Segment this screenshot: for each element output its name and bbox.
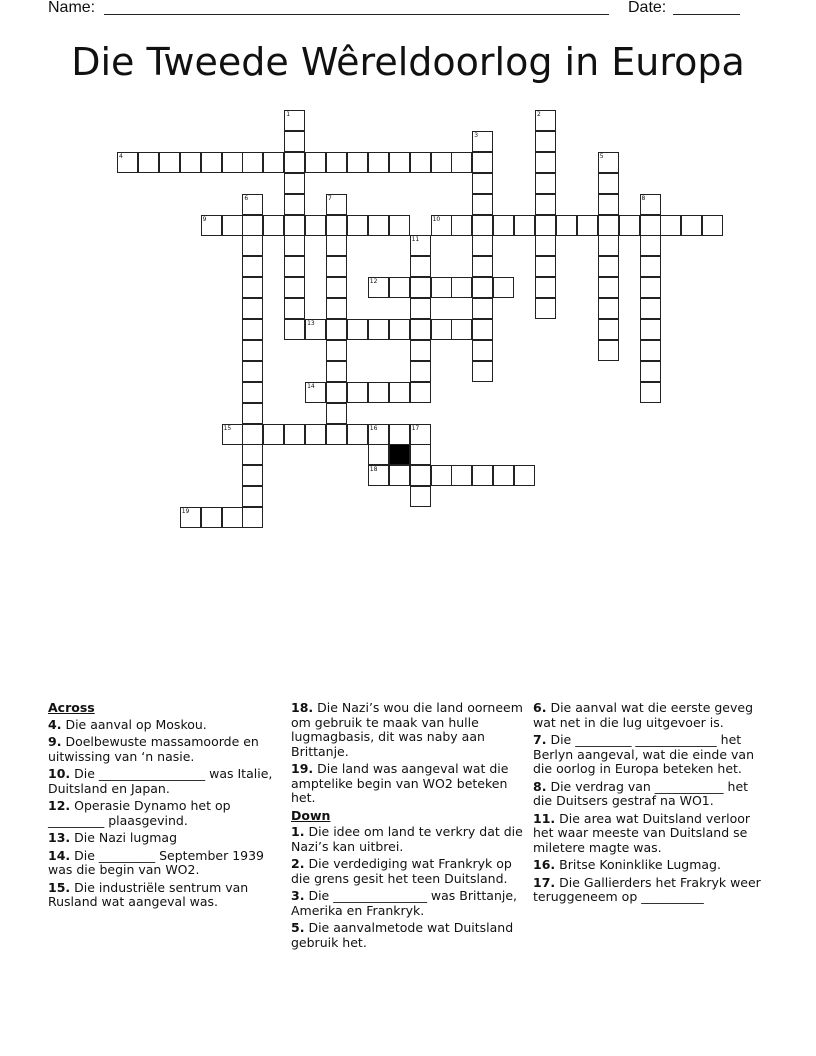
grid-cell[interactable] [410, 340, 431, 361]
grid-cell[interactable] [242, 465, 263, 486]
grid-cell[interactable] [242, 486, 263, 507]
grid-cell[interactable] [284, 110, 305, 131]
grid-cell[interactable] [431, 277, 452, 298]
grid-cell[interactable] [472, 235, 493, 256]
clue-across-10: 10. Die _________________ was Italie, Duitsland en Japan. [48, 766, 273, 796]
grid-cell[interactable] [347, 382, 368, 403]
grid-cell[interactable] [305, 382, 326, 403]
grid-cell[interactable] [640, 382, 661, 403]
grid-cell[interactable] [242, 403, 263, 424]
grid-cell[interactable] [326, 277, 347, 298]
grid-cell[interactable] [472, 298, 493, 319]
clue-number: 8 [641, 194, 646, 202]
clue-number: 12 [369, 278, 378, 286]
clue-down-5: 5. Die aanvalmetode wat Duitsland gebruik het. [291, 920, 514, 950]
grid-cell[interactable] [410, 424, 431, 445]
grid-cell[interactable] [493, 215, 514, 236]
grid-cell[interactable] [640, 298, 661, 319]
grid-cell[interactable] [368, 424, 389, 445]
grid-cell[interactable] [242, 235, 263, 256]
grid-cell[interactable] [410, 152, 431, 173]
grid-cell[interactable] [431, 215, 452, 236]
grid-cell[interactable] [242, 256, 263, 277]
grid-cell[interactable] [598, 319, 619, 340]
grid-cell[interactable] [535, 215, 556, 236]
grid-cell[interactable] [368, 152, 389, 173]
grid-cell[interactable] [598, 298, 619, 319]
clue-down-6: 6. Die aanval wat die eerste geveg wat net in die lug uitgevoer is. [533, 700, 754, 730]
grid-cell[interactable] [640, 215, 661, 236]
page-title: Die Tweede Wêreldoorlog in Europa [71, 40, 745, 84]
grid-cell[interactable] [535, 110, 556, 131]
grid-cell[interactable] [640, 340, 661, 361]
blocked-cell [389, 444, 410, 465]
grid-cell[interactable] [368, 277, 389, 298]
grid-cell[interactable] [598, 340, 619, 361]
grid-cell[interactable] [263, 215, 284, 236]
grid-cell[interactable] [389, 215, 410, 236]
grid-cell[interactable] [472, 340, 493, 361]
clue-number: 4 [119, 152, 123, 160]
grid-cell[interactable] [305, 152, 326, 173]
grid-cell[interactable] [598, 256, 619, 277]
clue-number: 15 [223, 424, 232, 432]
grid-cell[interactable] [472, 131, 493, 152]
grid-cell[interactable] [640, 194, 661, 215]
down-heading: Down [291, 807, 331, 823]
grid-cell[interactable] [577, 215, 598, 236]
grid-cell[interactable] [326, 340, 347, 361]
grid-cell[interactable] [305, 424, 326, 445]
clues-column-3 [533, 701, 763, 908]
clue-down-2: 2. Die verdediging wat Frankryk op die grens gesit het teen Duitsland. [291, 856, 512, 886]
grid-cell[interactable] [201, 215, 222, 236]
grid-cell[interactable] [242, 340, 263, 361]
grid-cell[interactable] [681, 215, 702, 236]
grid-cell[interactable] [242, 319, 263, 340]
grid-cell[interactable] [284, 277, 305, 298]
grid-cell[interactable] [410, 235, 431, 256]
grid-cell[interactable] [451, 277, 472, 298]
grid-cell[interactable] [180, 507, 201, 528]
grid-cell[interactable] [326, 256, 347, 277]
grid-cell[interactable] [535, 152, 556, 173]
grid-cell[interactable] [640, 361, 661, 382]
grid-cell[interactable] [326, 235, 347, 256]
grid-cell[interactable] [180, 152, 201, 173]
grid-cell[interactable] [326, 298, 347, 319]
grid-cell[interactable] [640, 256, 661, 277]
clue-across-14: 14. Die _________ September 1939 was die begin van WO2. [48, 847, 265, 877]
grid-cell[interactable] [284, 256, 305, 277]
grid-cell[interactable] [472, 361, 493, 382]
clues-column-1 [48, 701, 273, 913]
grid-cell[interactable] [493, 465, 514, 486]
grid-cell[interactable] [326, 152, 347, 173]
grid-cell[interactable] [451, 152, 472, 173]
grid-cell[interactable] [326, 194, 347, 215]
grid-cell[interactable] [535, 235, 556, 256]
grid-cell[interactable] [284, 173, 305, 194]
grid-cell[interactable] [326, 319, 347, 340]
grid-cell[interactable] [451, 319, 472, 340]
grid-cell[interactable] [305, 215, 326, 236]
grid-cell[interactable] [493, 277, 514, 298]
grid-cell[interactable] [535, 194, 556, 215]
grid-cell[interactable] [368, 444, 389, 465]
grid-cell[interactable] [598, 152, 619, 173]
grid-cell[interactable] [640, 319, 661, 340]
grid-cell[interactable] [640, 277, 661, 298]
grid-cell[interactable] [201, 507, 222, 528]
grid-cell[interactable] [431, 465, 452, 486]
clue-across-9: 9. Doelbewuste massamoorde en uitwissing van ‘n nasie. [48, 734, 259, 764]
grid-cell[interactable] [326, 424, 347, 445]
grid-cell[interactable] [514, 465, 535, 486]
clue-down-3: 3. Die _______________ was Brittanje, Amerika en Frankryk. [291, 888, 518, 918]
grid-cell[interactable] [242, 444, 263, 465]
grid-cell[interactable] [222, 507, 243, 528]
clue-number: 18 [369, 466, 378, 474]
grid-cell[interactable] [242, 194, 263, 215]
grid-cell[interactable] [222, 424, 243, 445]
grid-cell[interactable] [410, 277, 431, 298]
grid-cell[interactable] [535, 131, 556, 152]
grid-cell[interactable] [598, 173, 619, 194]
clue-number: 17 [411, 424, 420, 432]
grid-cell[interactable] [242, 298, 263, 319]
grid-cell[interactable] [222, 152, 243, 173]
grid-cell[interactable] [410, 256, 431, 277]
grid-cell[interactable] [222, 215, 243, 236]
grid-cell[interactable] [347, 152, 368, 173]
clue-across-4: 4. Die aanval op Moskou. [48, 716, 207, 732]
grid-cell[interactable] [389, 382, 410, 403]
grid-cell[interactable] [284, 131, 305, 152]
grid-cell[interactable] [598, 215, 619, 236]
grid-cell[interactable] [410, 319, 431, 340]
grid-cell[interactable] [472, 277, 493, 298]
grid-cell[interactable] [598, 235, 619, 256]
grid-cell[interactable] [284, 215, 305, 236]
clue-number: 14 [307, 382, 315, 390]
grid-cell[interactable] [368, 319, 389, 340]
grid-cell[interactable] [242, 152, 263, 173]
grid-cell[interactable] [347, 319, 368, 340]
grid-cell[interactable] [242, 277, 263, 298]
grid-cell[interactable] [201, 152, 222, 173]
grid-cell[interactable] [451, 215, 472, 236]
grid-cell[interactable] [431, 319, 452, 340]
grid-cell[interactable] [410, 486, 431, 507]
grid-cell[interactable] [472, 152, 493, 173]
grid-cell[interactable] [431, 152, 452, 173]
grid-cell[interactable] [347, 424, 368, 445]
clue-down-7: 7. Die _________ _____________ het Berlyn aangeval, wat die einde van die oorlog in Europa beteken het. [533, 732, 755, 776]
grid-cell[interactable] [284, 298, 305, 319]
clue-across-12: 12. Operasie Dynamo het op _________ plaasgevind. [48, 798, 231, 828]
clue-number: 3 [474, 131, 479, 139]
grid-cell[interactable] [535, 298, 556, 319]
clue-across-19: 19. Die land was aangeval wat die amptelike begin van WO2 beteken het. [291, 761, 509, 805]
grid-cell[interactable] [389, 424, 410, 445]
grid-cell[interactable] [159, 152, 180, 173]
grid-cell[interactable] [284, 424, 305, 445]
grid-cell[interactable] [263, 424, 284, 445]
grid-cell[interactable] [556, 215, 577, 236]
grid-cell[interactable] [389, 277, 410, 298]
clue-down-1: 1. Die idee om land te verkry dat die Nazi’s kan uitbrei. [291, 824, 523, 854]
clue-across-13: 13. Die Nazi lugmag [48, 830, 178, 845]
grid-cell[interactable] [410, 361, 431, 382]
grid-cell[interactable] [242, 361, 263, 382]
grid-cell[interactable] [117, 152, 138, 173]
grid-cell[interactable] [263, 152, 284, 173]
grid-cell[interactable] [472, 194, 493, 215]
clue-number: 13 [307, 320, 315, 327]
date-label: Date: [628, 0, 667, 16]
grid-cell[interactable] [598, 194, 619, 215]
grid-cell[interactable] [640, 235, 661, 256]
clue-number: 7 [328, 194, 332, 202]
grid-cell[interactable] [472, 465, 493, 486]
clue-down-16: 16. Britse Koninklike Lugmag. [533, 857, 721, 872]
clue-number: 6 [244, 194, 249, 202]
clue-down-11: 11. Die area wat Duitsland verloor het waar meeste van Duitsland se miletere magte was. [533, 810, 751, 855]
grid-cell[interactable] [472, 256, 493, 277]
grid-cell[interactable] [368, 465, 389, 486]
grid-cell[interactable] [702, 215, 723, 236]
clue-down-17: 17. Die Gallierders het Frakryk weer teruggeneem op __________ [533, 874, 761, 904]
grid-cell[interactable] [389, 465, 410, 486]
grid-cell[interactable] [347, 215, 368, 236]
grid-cell[interactable] [284, 235, 305, 256]
grid-cell[interactable] [410, 382, 431, 403]
grid-cell[interactable] [619, 215, 640, 236]
clue-across-15: 15. Die industriële sentrum van Rusland wat aangeval was. [48, 879, 249, 909]
grid-cell[interactable] [368, 215, 389, 236]
grid-cell[interactable] [535, 256, 556, 277]
clue-number: 5 [599, 152, 604, 160]
clue-number: 19 [181, 508, 190, 516]
grid-cell[interactable] [410, 465, 431, 486]
grid-cell[interactable] [242, 215, 263, 236]
grid-cell[interactable] [389, 152, 410, 173]
grid-cell[interactable] [242, 507, 263, 528]
grid-cell[interactable] [472, 215, 493, 236]
clue-across-18: 18. Die Nazi’s wou die land oorneem om gebruik te maak van hulle lugmagbasis, dit was naby aan Brittanje. [291, 700, 523, 759]
grid-cell[interactable] [326, 215, 347, 236]
grid-cell[interactable] [389, 319, 410, 340]
grid-cell[interactable] [305, 319, 326, 340]
grid-cell[interactable] [326, 361, 347, 382]
grid-cell[interactable] [138, 152, 159, 173]
grid-cell[interactable] [326, 382, 347, 403]
grid-cell[interactable] [242, 382, 263, 403]
grid-cell[interactable] [326, 403, 347, 424]
grid-cell[interactable] [284, 194, 305, 215]
grid-cell[interactable] [368, 382, 389, 403]
grid-cell[interactable] [242, 424, 263, 445]
grid-cell[interactable] [451, 465, 472, 486]
grid-cell[interactable] [410, 444, 431, 465]
clue-number: 16 [369, 424, 378, 432]
across-heading: Across [48, 700, 95, 715]
grid-cell[interactable] [598, 277, 619, 298]
grid-cell[interactable] [284, 319, 305, 340]
grid-cell[interactable] [535, 173, 556, 194]
grid-cell[interactable] [284, 152, 305, 173]
clue-number: 10 [432, 215, 441, 223]
grid-cell[interactable] [472, 319, 493, 340]
grid-cell[interactable] [410, 298, 431, 319]
clue-number: 11 [411, 236, 420, 244]
clue-number: 1 [286, 111, 291, 118]
name-label: Name: [48, 0, 96, 16]
clue-number: 2 [537, 111, 541, 118]
grid-cell[interactable] [535, 277, 556, 298]
grid-cell[interactable] [514, 215, 535, 236]
grid-cell[interactable] [660, 215, 681, 236]
clues-column-2 [291, 701, 523, 953]
grid-cell[interactable] [472, 173, 493, 194]
clue-down-8: 8. Die verdrag van ___________ het die Duitsers gestraf na WO1. [533, 778, 749, 808]
clue-number: 9 [202, 215, 207, 223]
